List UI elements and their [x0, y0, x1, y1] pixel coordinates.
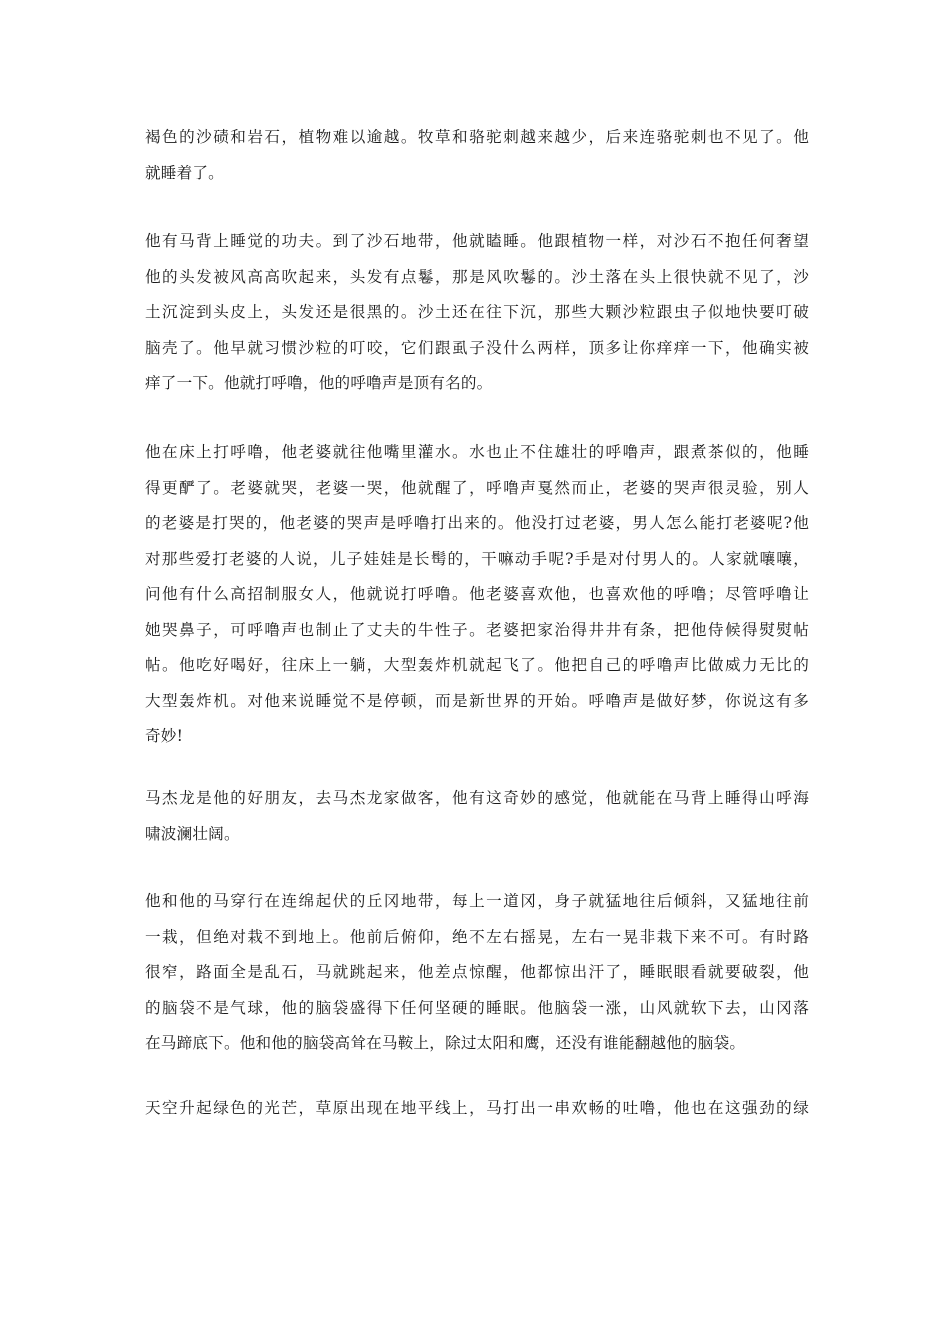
- text-line: 天空升起绿色的光芒，草原出现在地平线上，马打出一串欢畅的吐噜，他也在这强劲的绿: [145, 1099, 809, 1117]
- text-line: 他在床上打呼噜，他老婆就往他嘴里灌水。水也止不住雄壮的呼噜声，跟煮茶似的，他睡: [145, 443, 809, 461]
- text-line: 得更酽了。老婆就哭，老婆一哭，他就醒了，呼噜声戛然而止，老婆的哭声很灵验，别人: [145, 478, 809, 497]
- paragraph-2: [145, 224, 809, 402]
- text-line: 奇妙!: [145, 727, 184, 745]
- paragraph-5: [145, 884, 809, 1062]
- text-line: 很窄，路面全是乱石，马就跳起来，他差点惊醒，他都惊出汗了，睡眠眼看就要破裂，他: [145, 963, 809, 981]
- text-line: 的老婆是打哭的，他老婆的哭声是呼噜打出来的。他没打过老婆，男人怎么能打老婆呢?他: [145, 514, 809, 532]
- text-line: 马杰龙是他的好朋友，去马杰龙家做客，他有这奇妙的感觉，他就能在马背上睡得山呼海: [145, 789, 809, 807]
- text-line: 问他有什么高招制服女人，他就说打呼噜。他老婆喜欢他，也喜欢他的呼噜；尽管呼噜让: [145, 585, 809, 603]
- text-line: 他和他的马穿行在连绵起伏的丘冈地带，每上一道冈，身子就猛地往后倾斜，又猛地往前: [145, 892, 809, 910]
- text-line: 大型轰炸机。对他来说睡觉不是停顿，而是新世界的开始。呼噜声是做好梦，你说这有多: [145, 691, 809, 710]
- text-line: 就睡着了。: [145, 163, 224, 182]
- paragraph-6: [145, 1091, 809, 1127]
- text-line: 脑壳了。他早就习惯沙粒的叮咬，它们跟虱子没什么两样，顶多让你痒痒一下，他确实被: [145, 338, 809, 357]
- paragraph-3: [145, 435, 809, 755]
- text-line: 土沉淀到头皮上，头发还是很黑的。沙土还在往下沉，那些大颗沙粒跟虫子似地快要叮破: [145, 303, 809, 321]
- text-line: 对那些爱打老婆的人说，儿子娃娃是长髩的，干嘛动手呢?手是对付男人的。人家就嚷嚷，: [145, 549, 809, 568]
- text-line: 帖。他吃好喝好，往床上一躺，大型轰炸机就起飞了。他把自己的呼噜声比做威力无比的: [145, 656, 809, 674]
- paragraph-1: [145, 120, 809, 191]
- text-line: 痒了一下。他就打呼噜，他的呼噜声是顶有名的。: [145, 374, 493, 392]
- text-line: 他有马背上睡觉的功夫。到了沙石地带，他就瞌睡。他跟植物一样，对沙石不抱任何奢望: [145, 232, 809, 250]
- text-line: 她哭鼻子，可呼噜声也制止了丈夫的牛性子。老婆把家治得井井有条，把他侍候得熨熨帖: [145, 620, 809, 639]
- text-line: 一栽，但绝对栽不到地上。他前后俯仰，绝不左右摇晃，左右一晃非栽下来不可。有时路: [145, 927, 809, 946]
- text-line: 褐色的沙碛和岩石，植物难以逾越。牧草和骆驼刺越来越少，后来连骆驼刺也不见了。他: [145, 128, 809, 146]
- paragraph-4: [145, 781, 809, 852]
- text-line: 他的头发被风高高吹起来，头发有点鬈，那是风吹鬈的。沙土落在头上很快就不见了，沙: [145, 267, 809, 286]
- text-line: 啸波澜壮阔。: [145, 824, 240, 843]
- text-line: 在马蹄底下。他和他的脑袋高耸在马鞍上，除过太阳和鹰，还没有谁能翻越他的脑袋。: [145, 1034, 746, 1052]
- text-line: 的脑袋不是气球，他的脑袋盛得下任何坚硬的睡眠。他脑袋一涨，山风就软下去，山冈落: [145, 998, 809, 1017]
